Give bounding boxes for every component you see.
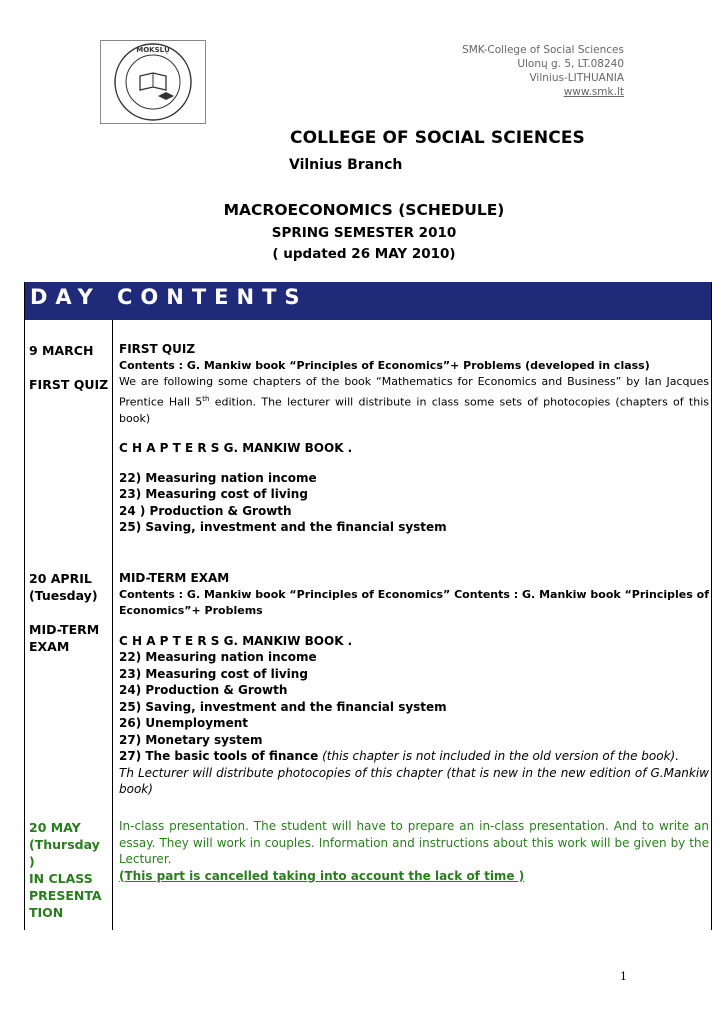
updated-title: ( updated 26 MAY 2010) — [272, 246, 456, 262]
table-header — [25, 282, 711, 320]
row1-content — [119, 341, 709, 536]
row1-note-text: We are following some chapters of the book “Mathematics for Economics and Business” by Ian Jacques Prentice Hall 5 — [119, 375, 709, 409]
address-line: Vilnius-LITHUANIA — [529, 72, 624, 84]
row3-day-line: IN CLASS — [29, 871, 93, 886]
row3-day — [29, 819, 102, 921]
row1-note — [119, 374, 709, 427]
row3-content — [119, 818, 709, 884]
row3-text: In-class presentation. The student will have to prepare an in-class presentation. And to write an essay. They will work in couples. Information and instructions about this work will be given by the Lecturer. — [119, 819, 709, 866]
column-divider — [112, 320, 113, 930]
row2-chapters-heading: C H A P T E R S G. MANKIW BOOK . — [119, 633, 353, 648]
row2-day-weekday: (Tuesday) — [29, 588, 98, 603]
row3-cancelled-note: (This part is cancelled taking into account the lack of time ) — [119, 868, 525, 883]
row3-day-line: PRESENTA — [29, 888, 102, 903]
list-item: 25) Saving, investment and the financial system — [119, 699, 447, 714]
list-item: 23) Measuring cost of living — [119, 487, 308, 502]
website-link[interactable]: www.smk.lt — [563, 86, 624, 98]
header-day: DAY — [30, 285, 101, 309]
row1-title: FIRST QUIZ — [119, 342, 196, 356]
row2-last-chapter — [119, 748, 709, 765]
course-title: MACROECONOMICS (SCHEDULE) — [223, 201, 505, 219]
row3-day-line: ) — [29, 854, 35, 869]
list-item: 26) Unemployment — [119, 716, 248, 730]
row1-day-sub: FIRST QUIZ — [29, 377, 109, 392]
list-item: 22) Measuring nation income — [119, 470, 317, 485]
address-line: SMK-College of Social Sciences — [462, 44, 624, 56]
row1-chapter-list — [119, 470, 709, 536]
row1-chapters-heading: C H A P T E R S G. MANKIW BOOK . — [119, 441, 353, 456]
branch-title: Vilnius Branch — [289, 157, 403, 173]
row1-contents-line: Contents : G. Mankiw book “Principles of Economics”+ Problems (developed in class) — [119, 358, 650, 372]
svg-text:MOKSLŲ: MOKSLŲ — [136, 46, 170, 54]
college-seal-logo — [100, 40, 206, 124]
row2-lecturer-note: Th Lecturer will distribute photocopies of this chapter (that is new in the new edition of G.Mankiw book) — [119, 765, 709, 796]
row2-day: 20 APRIL — [29, 571, 92, 586]
row2-day-sub: MID-TERM — [29, 622, 100, 637]
list-item: 27) Monetary system — [119, 732, 263, 747]
row2-contents-line: Contents : G. Mankiw book “Principles of Economics” Contents : G. Mankiw book “Principles of Economics”+ Problems — [119, 587, 709, 617]
list-item: 23) Measuring cost of living — [119, 666, 308, 681]
header-contents: CONTENTS — [117, 285, 308, 309]
page-number: 1 — [620, 970, 627, 983]
row3-day-line: 20 MAY — [29, 820, 81, 835]
list-item: 25) Saving, investment and the financial system — [119, 520, 447, 535]
college-title: COLLEGE OF SOCIAL SCIENCES — [290, 128, 585, 148]
row3-day-line: TION — [29, 905, 64, 920]
row2-content — [119, 570, 709, 798]
address-line: Ulonų g. 5, LT.08240 — [517, 58, 624, 70]
row2-last-chapter-title: 27) The basic tools of finance — [119, 749, 319, 763]
row2-day-sub2: EXAM — [29, 639, 70, 654]
row2-title: MID-TERM EXAM — [119, 571, 230, 585]
row3-day-line: (Thursday — [29, 837, 100, 852]
list-item: 22) Measuring nation income — [119, 650, 317, 664]
row2-last-chapter-note: (this chapter is not included in the old version of the book). — [318, 749, 680, 763]
row1-note-text-2: edition. The lecturer will distribute in class some sets of photocopies (chapters of this book) — [119, 395, 709, 425]
row1-note-sup: th — [202, 394, 210, 403]
semester-title: SPRING SEMESTER 2010 — [271, 225, 457, 241]
schedule-table — [24, 282, 712, 930]
list-item: 24 ) Production & Growth — [119, 503, 292, 518]
row2-chapter-list — [119, 649, 709, 748]
address-block — [462, 43, 624, 99]
list-item: 24) Production & Growth — [119, 683, 288, 697]
row1-day: 9 MARCH — [29, 343, 94, 358]
